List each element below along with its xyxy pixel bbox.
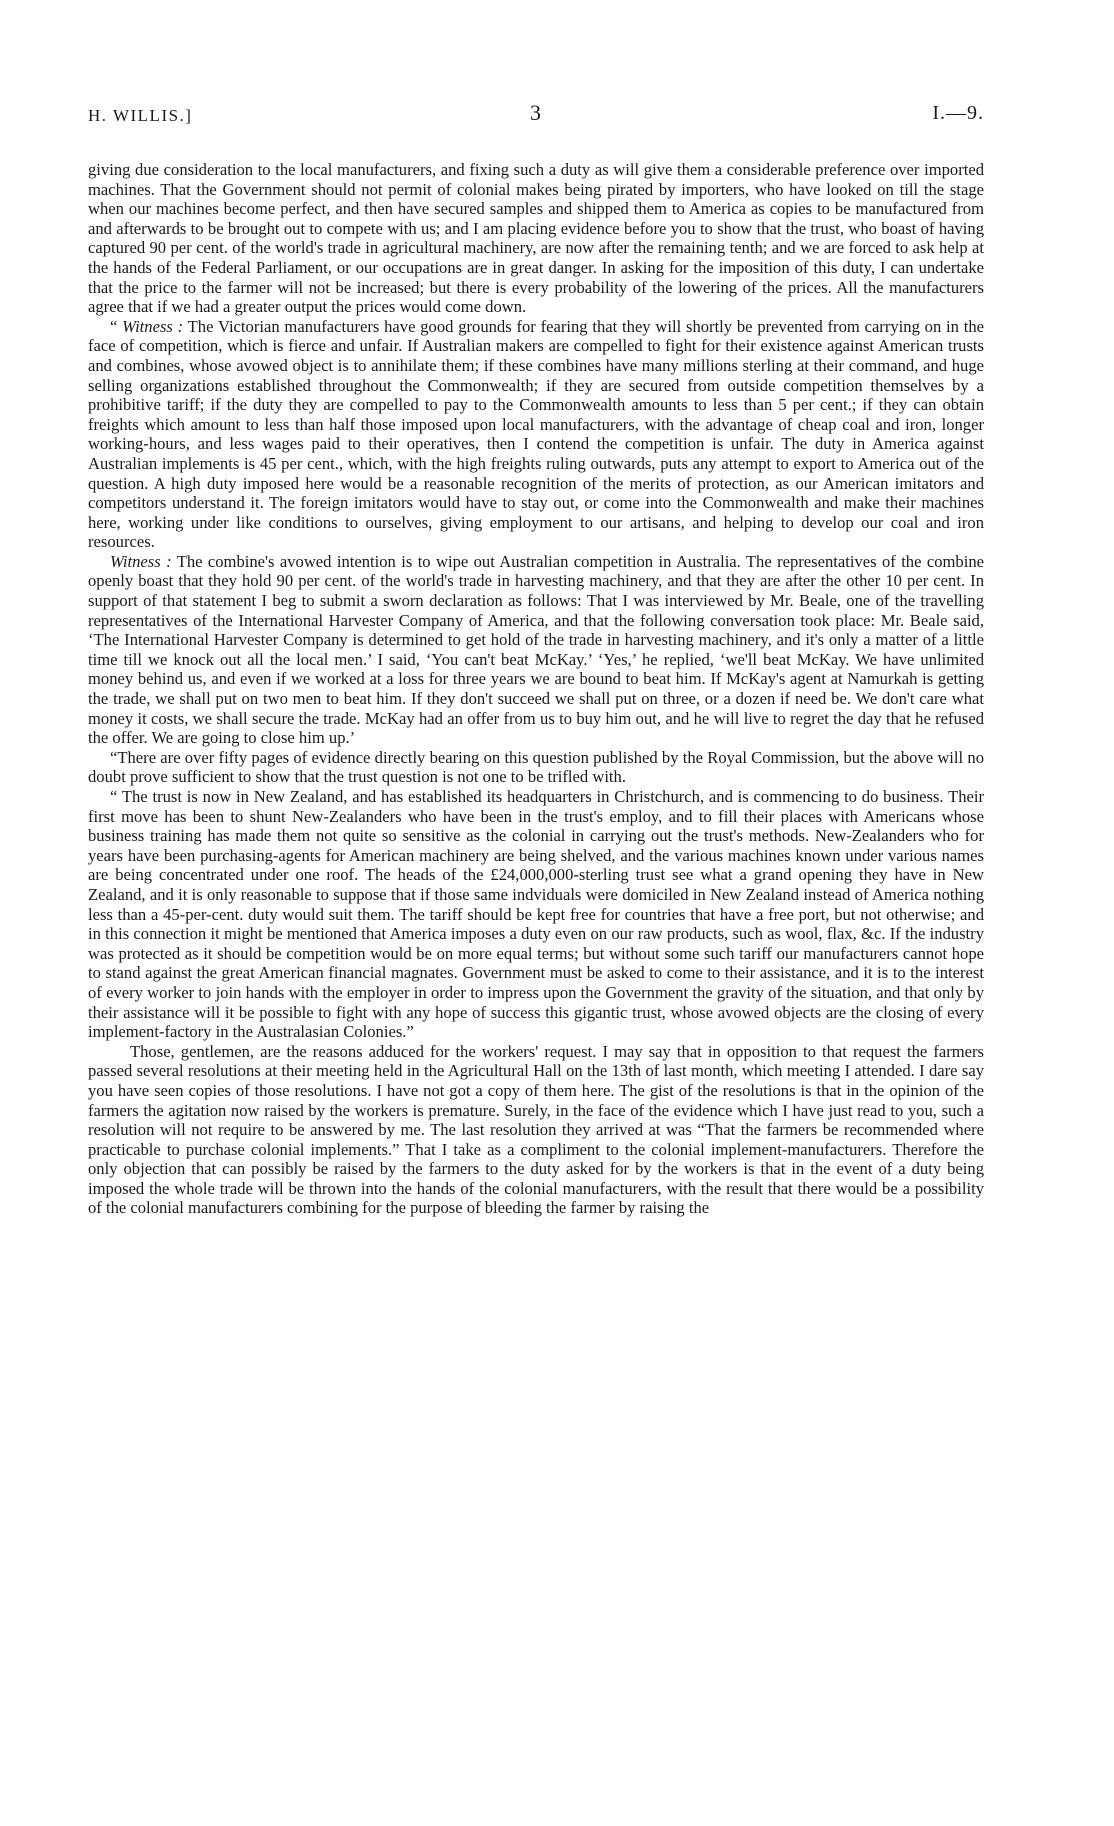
witness-label: Witness : (110, 551, 172, 571)
paragraph-5: “ The trust is now in New Zealand, and has established its headquarters in Christchurch, and is commencing to do business. Their first move has been to shunt New-Zealanders who have been in the trust's employ, and to fill their places with Americans whose business training has made them not quite so sensitive as the colonial in carrying out the trust's methods. New-Zealanders who for years have been purchasing-agents for American machinery are being shelved, and the various machines known under various names are being concentrated under one roof. The heads of the £24,000,000-sterling trust see what a grand opening they have in New Zealand, and it is only reasonable to suppose that if those same indviduals were domiciled in New Zealand instead of America nothing less than a 45-per-cent. duty would suit them. The tariff should be kept free for countries that have a free port, but not otherwise; and in this connection it might be mentioned that America imposes a duty even on our raw products, such as wool, flax, &c. If the industry was protected as it should be competition would be on more equal terms; but without some such tariff our manufacturers cannot hope to stand against the great American financial magnates. Government must be asked to come to their assistance, and it is to the interest of every worker to join hands with the employer in order to impress upon the Government the gravity of the situation, and that only by their assistance will it be possible to fight with any hope of success this gigantic trust, whose avowed objects are the closing of every implement-factory in the Australasian Colonies.” (88, 787, 984, 1042)
paragraph-3-text: The combine's avowed intention is to wipe out Australian competition in Australia. The representatives of the combine openly boast that they hold 90 per cent. of the world's trade in harvesting machinery, and that they are after the other 10 per cent. In support of that statement I beg to submit a sworn declaration as follows: That I was interviewed by Mr. Beale, one of the travelling representatives of the International Harvester Company of America, and that the following conversation took place: Mr. Beale said, ‘The International Harvester Company is determined to get hold of the trade in harvesting machinery, and it's only a matter of a little time till we knock out all the local men.’ I said, ‘You can't beat McKay.’ ‘Yes,’ he replied, ‘we'll beat McKay. We have unlimited money behind us, and even if we worked at a loss for three years we are bound to beat him. If McKay's agent at Namurkah is getting the trade, we shall put on two men to beat him. If they don't succeed we shall put on three, or a dozen if need be. We don't care what money it costs, we shall secure the trade. McKay had an offer from us to buy him out, and he will live to regret the day that he refused the offer. We are going to close him up.’ (88, 551, 984, 748)
witness-label: Witness : (122, 316, 184, 336)
paragraph-2-text: The Victorian manufacturers have good grounds for fearing that they will shortly be prevented from carrying on in the face of competition, which is fierce and unfair. If Australian makers are compelled to fight for their existence against American trusts and combines, whose avowed object is to annihilate them; if these combines have many millions sterling at their command, and huge selling organizations established throughout the Commonwealth; if they are secured from outside competition themselves by a prohibitive tariff; if the duty they are compelled to pay to the Commonwealth amounts to less than 5 per cent.; if they can obtain freights which amount to less than half those imposed upon local manufacturers, with the advantage of cheap coal and iron, longer working-hours, and less wages paid to their operatives, then I contend the competition is unfair. The duty in America against Australian implements is 45 per cent., which, with the high freights ruling outwards, puts any attempt to export to America out of the question. A high duty imposed here would be a reasonable recognition of the merits of protection, as our American imitators and competitors understand it. The foreign imitators would have to stay out, or come into the Commonwealth and make their machines here, working under like conditions to ourselves, giving employment to our artisans, and helping to develop our coal and iron resources. (88, 316, 985, 552)
header-author: H. WILLIS.] (88, 106, 193, 125)
header-document-reference: I.—9. (932, 102, 984, 124)
paragraph-2-open-quote: “ (110, 316, 123, 336)
page-number: 3 (530, 100, 542, 125)
running-header (88, 100, 984, 130)
paragraph-6: Those, gentlemen, are the reasons adduced for the workers' request. I may say that in opposition to that request the farmers passed several resolutions at their meeting held in the Agricultural Hall on the 13th of last month, which meeting I attended. I dare say you have seen copies of those resolutions. I have not got a copy of them here. The gist of the resolutions is that in the opinion of the farmers the agitation now raised by the workers is premature. Surely, in the face of the evidence which I have just read to you, such a resolution will not require to be answered by me. The last resolution they arrived at was “That the farmers be recommended where practicable to purchase colonial implements.” That I take as a compliment to the colonial implement-manufacturers. Therefore the only objection that can possibly be raised by the farmers to the duty asked for by the workers is that in the event of a duty being imposed the whole trade will be thrown into the hands of the colonial manufacturers, with the result that there would be a possibility of the colonial manufacturers combining for the purpose of bleeding the farmer by raising the (88, 1041, 984, 1218)
paragraph-2 (88, 317, 984, 552)
document-body (88, 160, 984, 1218)
paragraph-1: giving due consideration to the local manufacturers, and fixing such a duty as will give them a considerable preference over imported machines. That the Government should not permit of colonial makes being pirated by importers, who have looked on till the stage when our machines become perfect, and then have secured samples and shipped them to America as copies to be manufactured from and afterwards to be brought out to compete with us; and I am placing evidence before you to show that the trust, who boast of having captured 90 per cent. of the world's trade in agricultural machinery, are now after the remaining tenth; and we are forced to ask help at the hands of the Federal Parliament, or our occupations are in great danger. In asking for the imposition of this duty, I can undertake that the price to the farmer will not be increased; but there is every probability of the lowering of the prices. All the manufacturers agree that if we had a greater output the prices would come down. (88, 160, 984, 317)
document-page (88, 100, 984, 1218)
paragraph-3 (88, 552, 984, 748)
paragraph-4: “There are over fifty pages of evidence directly bearing on this question published by the Royal Commission, but the above will no doubt prove sufficient to show that the trust question is not one to be trifled with. (88, 747, 984, 787)
